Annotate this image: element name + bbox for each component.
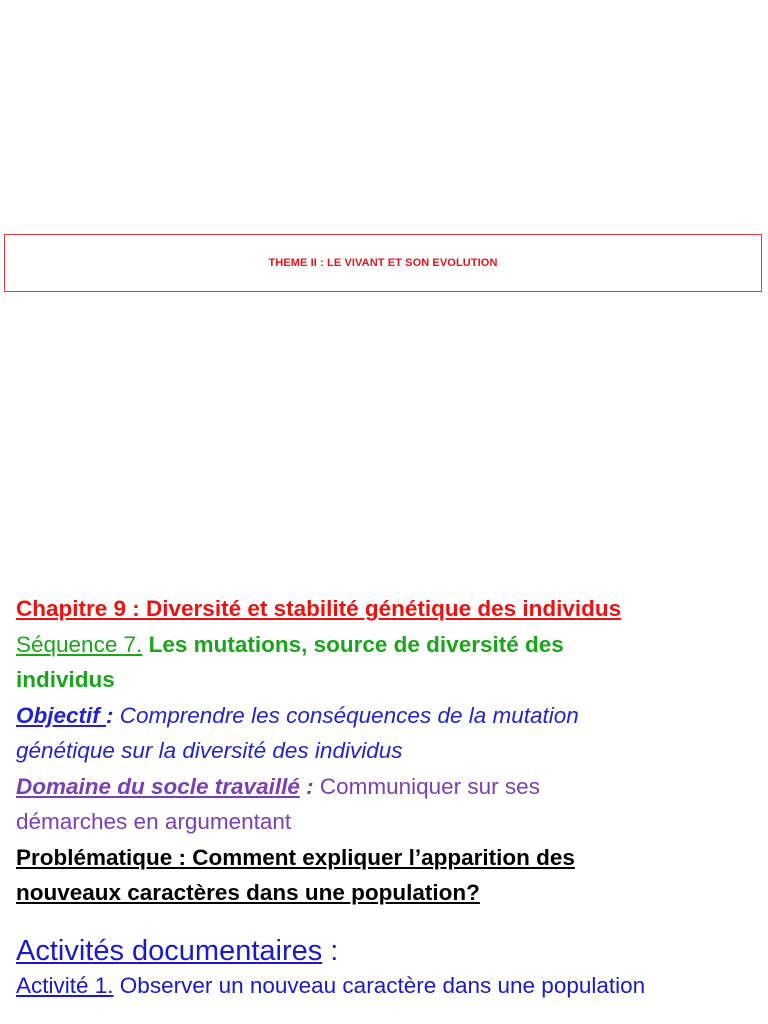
- problem-text: Problématique : Comment expliquer l’apparition des: [16, 844, 575, 870]
- objective-text: Comprendre les conséquences de la mutation: [113, 702, 579, 728]
- domain-text: Communiquer sur ses: [313, 773, 540, 799]
- theme-banner: [4, 234, 762, 292]
- activities-title: Activités documentaires: [16, 934, 323, 967]
- objective-colon: :: [106, 702, 114, 728]
- sequence-line-2: [16, 662, 761, 698]
- chapter-line: [16, 591, 761, 627]
- problem-line: [16, 840, 761, 876]
- objective-text-2: génétique sur la diversité des individus: [16, 738, 403, 763]
- sequence-text: Les mutations, source de diversité des: [142, 631, 564, 657]
- domain-label: Domaine du socle travaillé: [16, 773, 300, 799]
- sequence-label: Séquence 7.: [16, 631, 143, 657]
- domain-line: [16, 769, 761, 805]
- domain-colon: :: [299, 773, 314, 799]
- activities-heading: [16, 931, 761, 971]
- theme-title: THEME II : LE VIVANT ET SON EVOLUTION: [268, 257, 498, 269]
- objective-line: [16, 698, 761, 734]
- problem-text-2: nouveaux caractères dans une population?: [16, 880, 480, 905]
- activity-text: Observer un nouveau caractère dans une population: [113, 972, 646, 998]
- chapter-title: Chapitre 9 : Diversité et stabilité génétique des individus: [16, 596, 622, 621]
- domain-text-2: démarches en argumentant: [16, 809, 292, 834]
- section-spacer: [16, 911, 761, 931]
- problem-line-2: [16, 875, 761, 911]
- activity-label: Activité 1.: [16, 972, 114, 998]
- activities-title-suffix: :: [322, 934, 339, 967]
- sequence-line: [16, 627, 761, 663]
- sequence-text-2: individus: [16, 667, 115, 692]
- objective-line-2: [16, 733, 761, 769]
- domain-line-2: [16, 804, 761, 840]
- lesson-content: [16, 591, 761, 1001]
- objective-label: Objectif: [16, 702, 107, 728]
- activity-item: [16, 971, 761, 1001]
